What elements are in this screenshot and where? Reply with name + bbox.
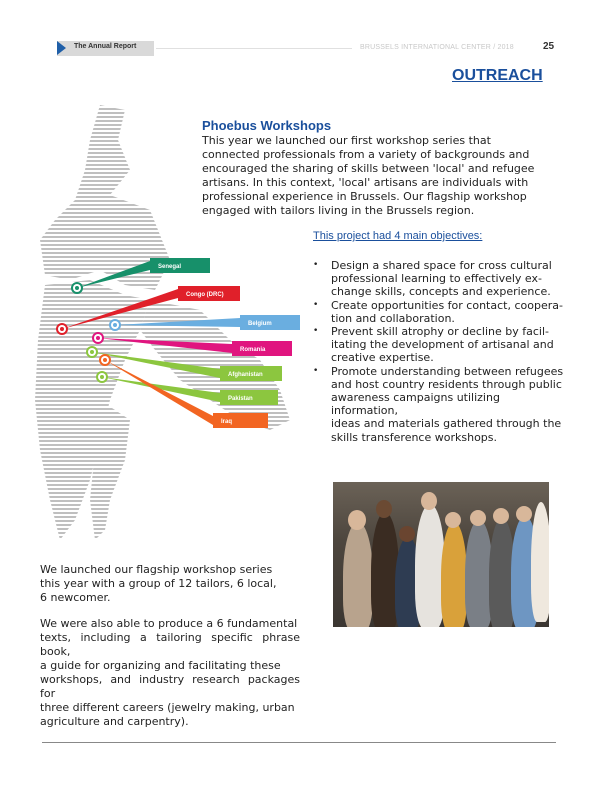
photo-face [348,510,366,530]
objective-line: professional learning to effectively ex- [331,272,542,286]
objective-line: awareness campaigns utilizing information, [331,391,500,418]
location-marker-icon [75,286,79,290]
objective-line: Prevent skill atrophy or decline by facil- [331,325,549,339]
objective-item [313,299,569,325]
header-marker-icon [57,41,66,55]
paragraph-line: a guide for organizing and facilitating these [40,659,281,672]
objectives-list [313,259,569,444]
location-marker-icon [60,327,64,331]
photo-face [470,510,486,526]
objective-line: and host country residents through public [331,377,562,391]
intro-line: professional experience in Brussels. Our flagship workshop [202,190,527,203]
country-label: Afghanistan [228,372,263,378]
country-label: Senegal [158,264,182,270]
photo-face [421,492,437,510]
objective-line: creative expertise. [331,351,434,365]
objective-line: Create opportunities for contact, coopera- [331,298,563,312]
objective-line: Promote understanding between refugees [331,364,564,378]
photo-face [493,508,509,524]
intro-line: encouraged the sharing of skills between 'local' and refugee [202,162,535,175]
intro-line: artisans. In this context, 'local' artisans are individuals with [202,176,529,189]
location-marker-icon [113,323,117,327]
location-marker-icon [100,375,104,379]
header-divider [156,48,352,49]
location-marker-icon [90,350,94,354]
country-label: Romania [240,347,266,353]
workshop-intro [202,134,547,218]
paragraph-line: We launched our flagship workshop series [40,563,273,576]
paragraph-line: workshops, and industry research packages for [40,673,300,700]
paragraph-line: agriculture and carpentry). [40,715,189,728]
footer-divider [42,742,556,743]
workshop-group-photo [333,482,549,627]
objective-line: change skills, concepts and experience. [331,285,551,299]
photo-face [399,526,415,542]
objective-item [313,325,569,365]
country-label: Pakistan [228,396,253,402]
intro-line: engaged with tailors living in the Brussels region. [202,204,475,217]
objective-line: Design a shared space for cross cultural [331,259,552,272]
paragraph-line: this year with a group of 12 tailors, 6 local, [40,577,277,590]
paragraph-line: texts, including a tailoring specific phrase book, [40,631,300,658]
paragraph-line: We were also able to produce a 6 fundamental [40,617,298,630]
location-marker-icon [103,358,107,362]
photo-face [376,500,392,518]
photo-figure [531,502,549,622]
workshop-heading: Phoebus Workshops [202,118,332,133]
location-marker-icon [96,336,100,340]
section-title: OUTREACH [452,67,543,84]
photo-figure [343,522,373,627]
objectives-title: This project had 4 main objectives: [313,230,483,242]
paragraph-line: three different careers (jewelry making, urban [40,701,295,714]
objective-line: skills transference workshops. [331,430,498,444]
intro-line: This year we launched our first workshop series that [202,134,491,147]
objective-line: ideas and materials gathered through the [331,417,562,431]
org-year: BRUSSELS INTERNATIONAL CENTER / 2018 [360,44,514,51]
country-label: Congo (DRC) [186,292,224,298]
objective-item [313,259,569,299]
objective-line: tion and collaboration. [331,311,455,325]
country-label: Iraq [221,419,233,425]
objective-item [313,365,569,444]
report-label: The Annual Report [74,43,137,50]
country-label: Belgium [248,321,272,327]
page-number: 25 [543,41,555,52]
paragraph-line: 6 newcomer. [40,591,111,604]
photo-face [445,512,461,528]
bottom-paragraph [40,563,300,605]
bottom-paragraph [40,617,300,729]
photo-face [516,506,532,522]
photo-figure [441,522,467,627]
intro-line: connected professionals from a variety of backgrounds and [202,148,530,161]
objective-line: itating the development of artisanal and [331,338,554,352]
